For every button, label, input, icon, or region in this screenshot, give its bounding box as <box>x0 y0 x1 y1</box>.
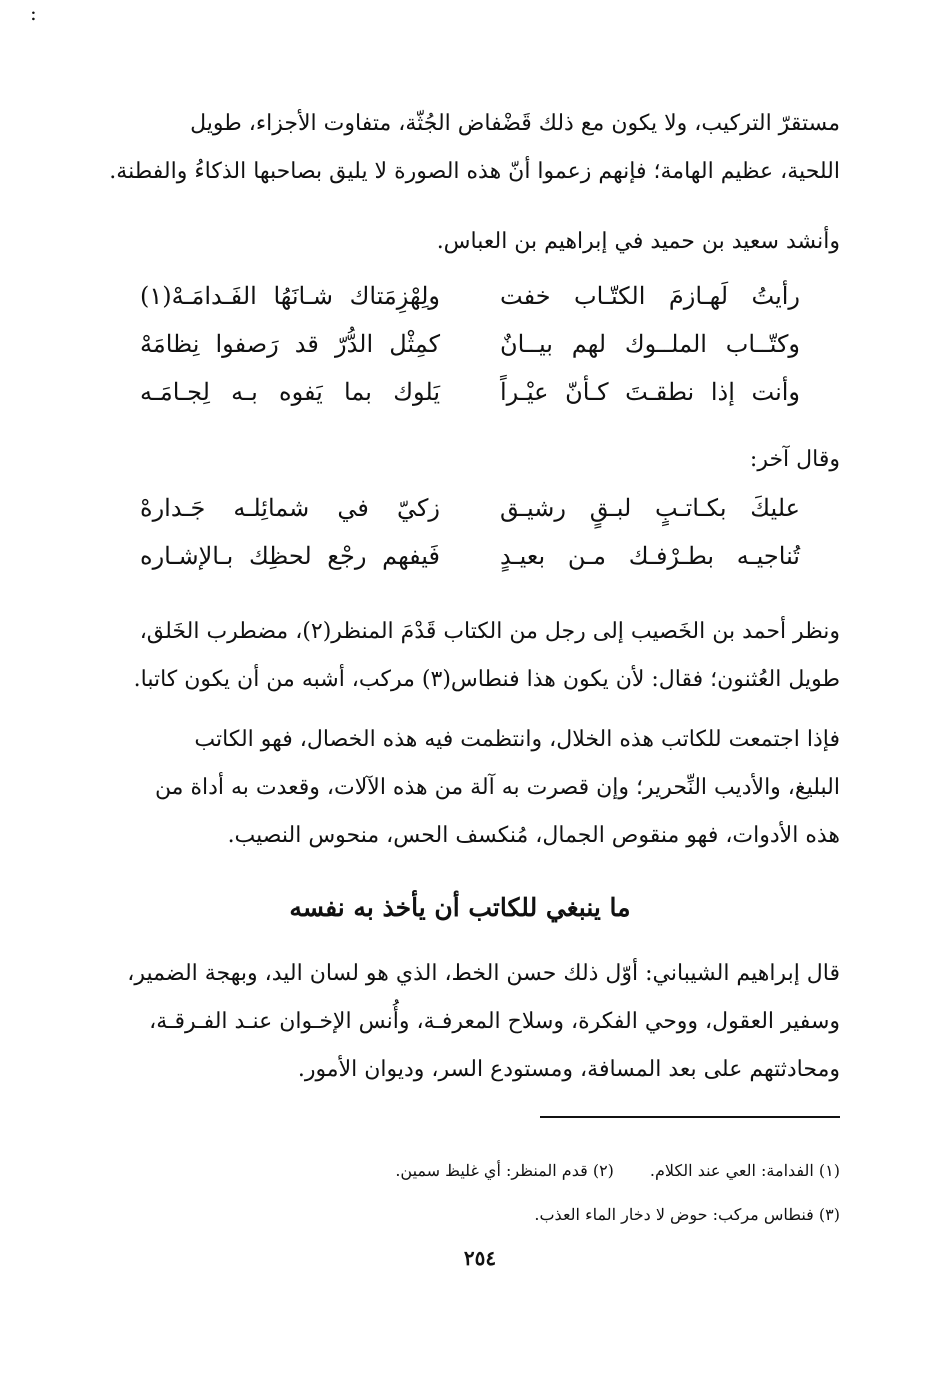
verse-first-hemistich: وكتّــاب الملــوك لهم بيــانٌ <box>500 330 800 358</box>
paragraph-4-line: قال إبراهيم الشيباني: أوّل ذلك حسن الخط، الذي هو لسان اليد، وبهجة الضمير، <box>127 961 840 986</box>
footnote-2: (٢) قدم المنظر: أي غليظ سمين. <box>395 1161 614 1180</box>
verse-line <box>140 320 800 368</box>
verse-second-hemistich: زكيّ في شمائِلـه جَـدارهْ <box>140 494 440 522</box>
paragraph-4-line: ومحادثتهم على بعد المسافة، ومستودع السر، وديوان الأمور. <box>297 1057 840 1082</box>
paragraph-1 <box>80 100 840 196</box>
poem-2-intro <box>80 436 840 484</box>
paragraph-3-line: فإذا اجتمعت للكاتب هذه الخلال، وانتظمت فيه هذه الخصال، فهو الكاتب <box>194 727 840 752</box>
verse-line <box>140 484 800 532</box>
verse-first-hemistich: تُناجيـه بطـرْفـك مـن بعيـدٍ <box>500 542 800 570</box>
paragraph-4 <box>80 950 840 1094</box>
paragraph-2-line: طويل العُثنون؛ فقال: لأن يكون هذا فنطاس(٣) مركب، أشبه من أن يكون كاتبا. <box>133 667 840 692</box>
paragraph-3-line: هذه الأدوات، فهو منقوص الجمال، مُنكسف الحس، منحوس النصيب. <box>227 823 840 848</box>
poem-1 <box>140 272 800 416</box>
footnote-1: (١) الفدامة: العي عند الكلام. <box>649 1161 840 1180</box>
verse-second-hemistich: كمِثْل الدُّرّ قد رَصفوا نِظامَهْ <box>140 330 440 358</box>
verse-first-hemistich: عليكَ بكـاتـبٍ لبـقٍ رشيـق <box>500 494 800 522</box>
footnote-divider <box>540 1116 840 1118</box>
verse-first-hemistich: رأيتُ لَهـازمَ الكتّـاب خفت <box>500 282 800 310</box>
poem-2 <box>140 484 800 580</box>
paragraph-1-line: مستقرّ التركيب، ولا يكون مع ذلك قَضْفاض الجُثّة، متفاوت الأجزاء، طويل <box>190 111 840 136</box>
verse-second-hemistich: يَلوك بما يَفوه بـه لِجـامَـه <box>140 378 440 406</box>
page-number: ٢٥٤ <box>463 1246 497 1270</box>
poem-2-intro-text: وقال آخر: <box>749 447 840 472</box>
verse-second-hemistich: ولِهْزِمَتاك شـانَهُا الفَـدامَـهْ(١) <box>140 282 440 310</box>
paragraph-4-line: وسفير العقول، ووحي الفكرة، وسلاح المعرفـة، وأُنس الإخـوان عنـد الفـرقـة، <box>149 1009 840 1034</box>
paragraph-3 <box>80 716 840 860</box>
corner-mark: : <box>30 1 37 25</box>
footnote-line <box>200 1156 840 1186</box>
section-heading: ما ينبغي للكاتب أن يأخذ به نفسه <box>289 893 631 922</box>
verse-line <box>140 368 800 416</box>
paragraph-2 <box>80 608 840 704</box>
paragraph-1-line: اللحية، عظيم الهامة؛ فإنهم زعموا أنّ هذه الصورة لا يليق بصاحبها الذكاءُ والفطنة. <box>109 159 840 184</box>
footnote-line <box>200 1200 840 1230</box>
verse-line <box>140 272 800 320</box>
verse-line <box>140 532 800 580</box>
paragraph-2-line: ونظر أحمد بن الخَصيب إلى رجل من الكتاب قَدْمَ المنظر(٢)، مضطرب الخَلق، <box>139 619 840 644</box>
footnote-3: (٣) فنطاس مركب: حوض لا دخار الماء العذب. <box>534 1205 840 1224</box>
poem-1-intro <box>80 218 840 266</box>
verse-second-hemistich: فَيفهم رجْع لحظِك بـالإشـاره <box>140 542 440 570</box>
poem-1-intro-text: وأنشد سعيد بن حميد في إبراهيم بن العباس. <box>436 229 840 254</box>
paragraph-3-line: البليغ، والأديب النِّحرير؛ وإن قصرت به آلة من هذه الآلات، وقعدت به أداة من <box>154 775 840 800</box>
verse-first-hemistich: وأنت إذا نطقـتَ كـأنّ عيْـراً <box>500 378 800 406</box>
